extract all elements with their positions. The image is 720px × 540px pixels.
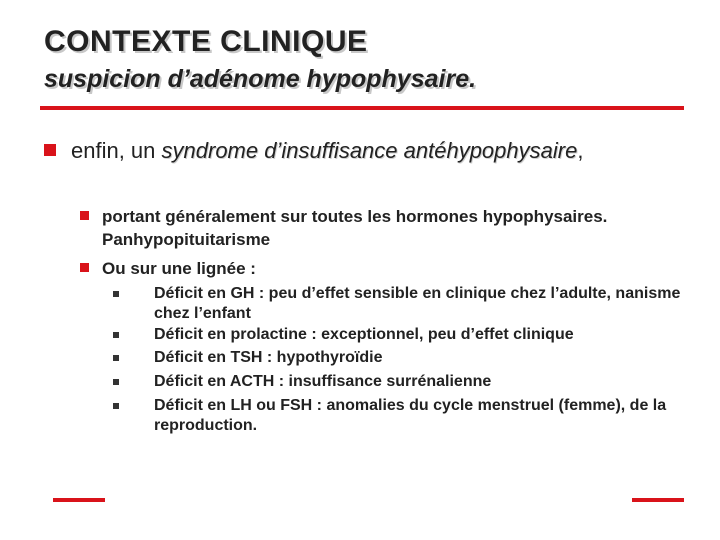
small-square-bullet-icon [113,379,119,385]
small-square-bullet-icon [113,291,119,297]
square-bullet-icon [44,144,56,156]
bullet-level2-text: Ou sur une lignée : [102,259,256,278]
bullet-level1-prefix: enfin, un [71,138,162,163]
bullet-level2 [80,257,680,280]
footer-dash-right [632,498,684,502]
bullet-level3 [113,348,683,368]
bullet-level3-text: Déficit en prolactine : exceptionnel, peu d’effet clinique [154,326,574,343]
bullet-level3-text: Déficit en TSH : hypothyroïdie [154,349,383,366]
bullet-level3 [113,325,683,345]
bullet-level1 [44,136,664,166]
bullet-level1-text [71,136,664,166]
footer-dash-left [53,498,105,502]
bullet-level3 [113,396,683,436]
bullet-level3-text: Déficit en GH : peu d’effet sensible en clinique chez l’adulte, nanisme chez l’enfant [154,285,681,322]
slide-subtitle: suspicion d’adénome hypophysaire. [44,65,477,93]
square-bullet-icon [80,211,89,220]
bullet-level3 [113,284,683,324]
bullet-level3-text: Déficit en LH ou FSH : anomalies du cycle menstruel (femme), de la reproduction. [154,397,667,434]
small-square-bullet-icon [113,403,119,409]
bullet-level1-suffix: , [577,138,584,163]
small-square-bullet-icon [113,355,119,361]
square-bullet-icon [80,263,89,272]
bullet-level3 [113,372,683,392]
slide-title: CONTEXTE CLINIQUE [44,25,368,58]
bullet-level2 [80,205,680,251]
bullet-level3-text: Déficit en ACTH : insuffisance surrénalienne [154,373,492,390]
small-square-bullet-icon [113,332,119,338]
title-divider [40,106,684,110]
bullet-level1-emphasis: syndrome d’insuffisance antéhypophysaire [161,138,578,163]
bullet-level2-text: portant généralement sur toutes les hormones hypophysaires. Panhypopituitarisme [102,207,608,249]
